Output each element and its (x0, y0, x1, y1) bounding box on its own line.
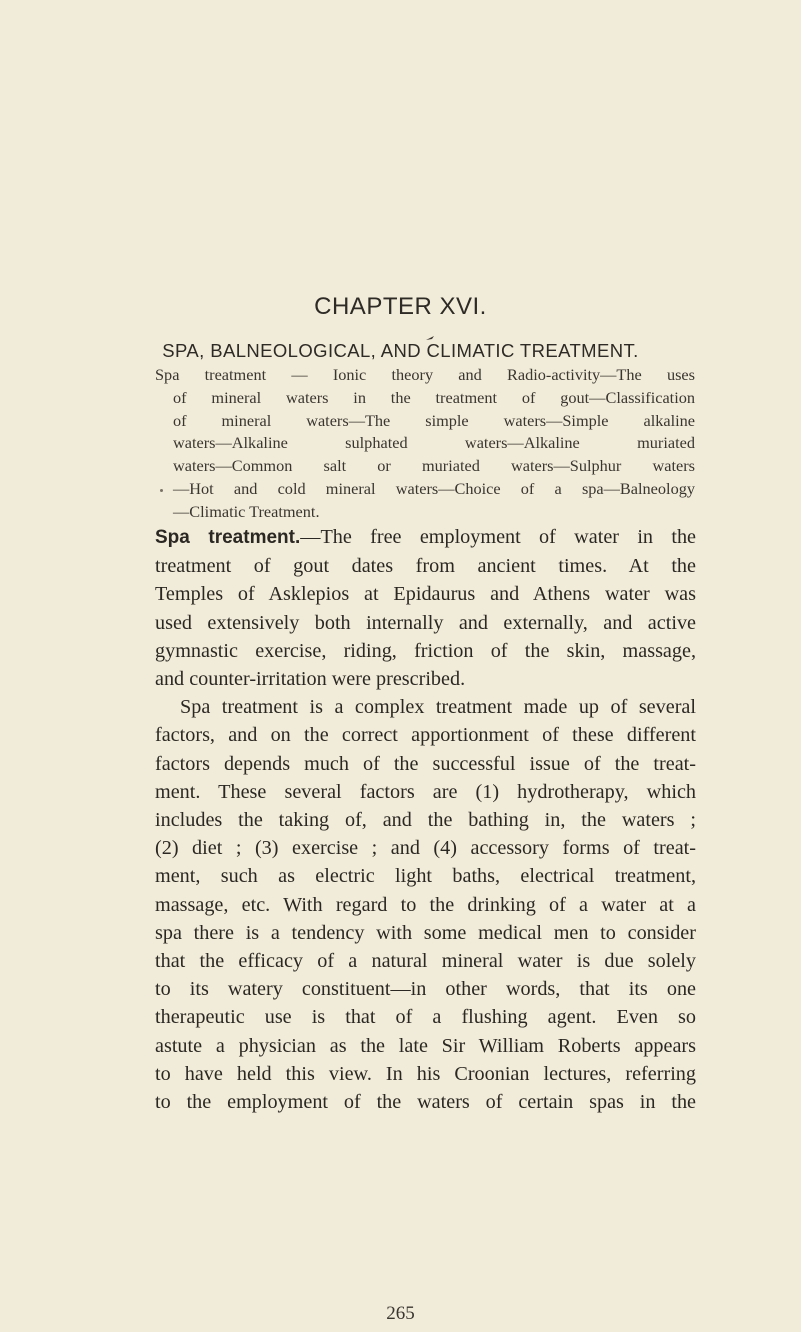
paragraph-first-line (155, 523, 696, 552)
text-line: to have held this view. In his Croonian lectures, referring (155, 1062, 696, 1085)
text-line: Temples of Asklepios at Epidaurus and Athens water was (155, 583, 696, 606)
synopsis-line: of mineral waters in the treatment of gout—Classification (173, 387, 695, 407)
text-line: massage, etc. With regard to the drinking of a water at a (155, 893, 696, 916)
synopsis-line: Spa treatment — Ionic theory and Radio-activity—The uses (155, 365, 695, 384)
text-line: (2) diet ; (3) exercise ; and (4) accessory forms of treat- (155, 837, 696, 860)
chapter-synopsis (155, 364, 695, 524)
synopsis-line: of mineral waters—The simple waters—Simple alkaline (173, 410, 695, 430)
chapter-heading: CHAPTER XVI. (314, 293, 487, 320)
synopsis-line: waters—Common salt or muriated waters—Sulphur waters (173, 456, 695, 476)
text-line: that the efficacy of a natural mineral water is due solely (155, 950, 696, 973)
text-line: ment, such as electric light baths, electrical treatment, (155, 865, 696, 888)
synopsis-line: waters—Alkaline sulphated waters—Alkaline muriated (173, 433, 695, 453)
text-line: ment. These several factors are (1) hydrotherapy, which (155, 780, 696, 803)
section-title: SPA, BALNEOLOGICAL, AND CLIMATIC TREATMENT. (162, 340, 639, 361)
text-line: includes the taking of, and the bathing in, the waters ; (155, 809, 696, 832)
first-line-text: —The free employment of water in the (300, 526, 696, 548)
text-line: factors depends much of the successful issue of the treat- (155, 752, 696, 775)
text-line: used extensively both internally and externally, and active (155, 611, 696, 634)
text-line: therapeutic use is that of a flushing agent. Even so (155, 1006, 696, 1029)
text-line: factors, and on the correct apportionment of these different (155, 724, 696, 747)
run-in-heading: Spa treatment. (155, 527, 301, 548)
text-line: spa there is a tendency with some medical men to consider (155, 921, 696, 944)
synopsis-line: —Climatic Treatment. (173, 501, 320, 521)
text-line: and counter-irritation were prescribed. (155, 668, 466, 691)
print-speck (160, 489, 163, 492)
text-line: gymnastic exercise, riding, friction of the skin, massage, (155, 639, 696, 662)
text-line: Spa treatment is a complex treatment made up of several (180, 696, 696, 719)
synopsis-line: —Hot and cold mineral waters—Choice of a spa—Balneology (173, 478, 695, 498)
text-line: astute a physician as the late Sir William Roberts appears (155, 1034, 696, 1057)
text-line: treatment of gout dates from ancient times. At the (155, 555, 696, 578)
body-text (155, 523, 696, 1116)
text-line: to the employment of the waters of certain spas in the (155, 1091, 696, 1114)
page-number: 265 (386, 1303, 415, 1324)
text-line: to its watery constituent—in other words, that its one (155, 978, 696, 1001)
